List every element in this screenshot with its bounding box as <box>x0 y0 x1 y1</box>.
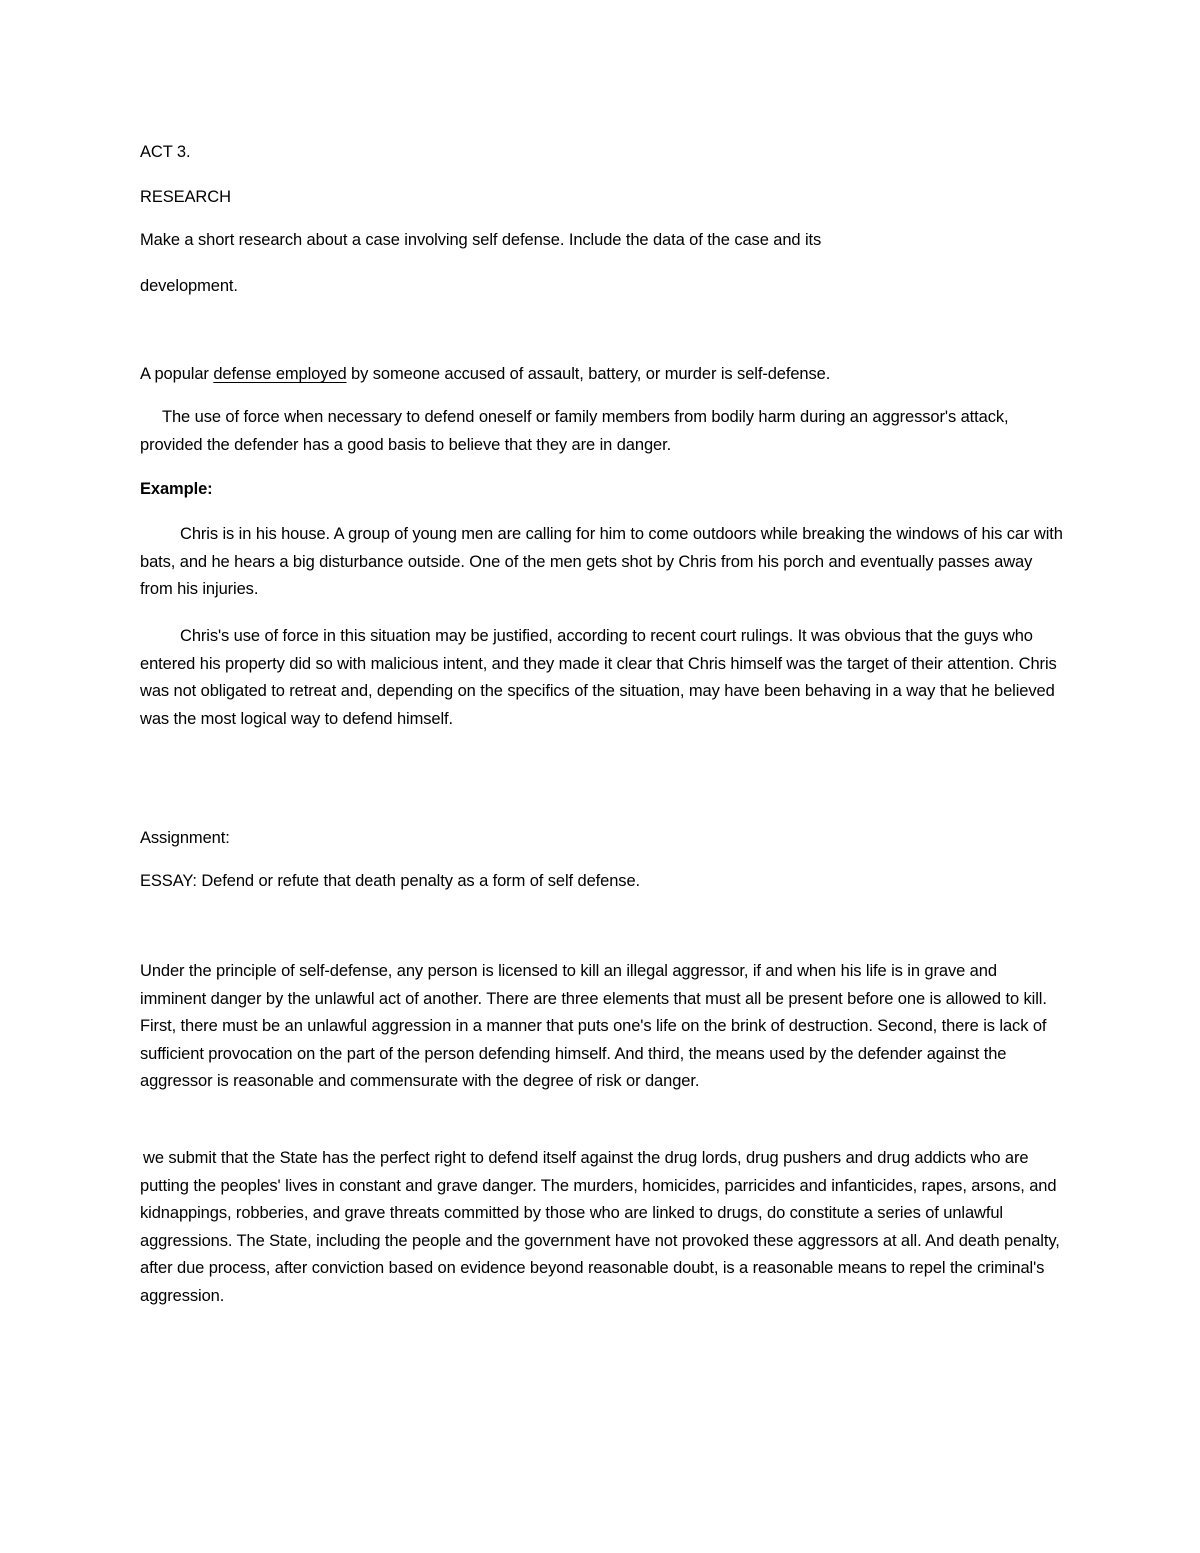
instructions-line-2: development. <box>140 277 238 295</box>
underlined-phrase: defense employed <box>213 365 347 383</box>
assignment-label: Assignment: <box>140 829 230 847</box>
document-heading: ACT 3. <box>140 143 191 161</box>
section-label: RESEARCH <box>140 188 231 206</box>
definition-intro-before: A popular <box>140 365 214 383</box>
essay-paragraph-2: we submit that the State has the perfect right to defend itself against the drug lords, drug pushers and drug addicts who are putting the peoples' lives in constant and grave danger. The murders, homicides, parricides and infanticides, rapes, arsons, and kidnappings, robberies, and grave threats committed by those who are linked to drugs, do constitute a series of unlawful aggressions. The State, including the people and the government have not provoked these aggressors at all. And death penalty, after due process, after conviction based on evidence beyond reasonable doubt, is a reasonable means to repel the criminal's aggression. <box>140 1149 1060 1305</box>
essay-prompt: ESSAY: Defend or refute that death penalty as a form of self defense. <box>140 872 641 890</box>
definition-paragraph: The use of force when necessary to defend oneself or family members from bodily harm during an aggressor's attack, provided the defender has a good basis to believe that they are in danger. <box>140 408 1009 454</box>
example-label: Example: <box>140 480 213 498</box>
instructions-line-1: Make a short research about a case involving self defense. Include the data of the case and its <box>140 231 822 249</box>
definition-intro-after: by someone accused of assault, battery, or murder is self-defense. <box>346 365 831 383</box>
definition-intro <box>140 365 830 384</box>
essay-paragraph-1: Under the principle of self-defense, any person is licensed to kill an illegal aggressor, if and when his life is in grave and imminent danger by the unlawful act of another. There are three elements that must all be present before one is allowed to kill. First, there must be an unlawful aggression in a manner that puts one's life on the brink of destruction. Second, there is lack of sufficient provocation on the part of the person defending himself. And third, the means used by the defender against the aggressor is reasonable and commensurate with the degree of risk or danger. <box>140 962 1047 1090</box>
example-paragraph-1: Chris is in his house. A group of young men are calling for him to come outdoors while breaking the windows of his car with bats, and he hears a big disturbance outside. One of the men gets shot by Chris from his porch and eventually passes away from his injuries. <box>140 525 1063 598</box>
example-paragraph-2: Chris's use of force in this situation may be justified, according to recent court rulings. It was obvious that the guys who entered his property did so with malicious intent, and they made it clear that Chris himself was the target of their attention. Chris was not obligated to retreat and, depending on the specifics of the situation, may have been behaving in a way that he believed was the most logical way to defend himself. <box>140 627 1057 728</box>
